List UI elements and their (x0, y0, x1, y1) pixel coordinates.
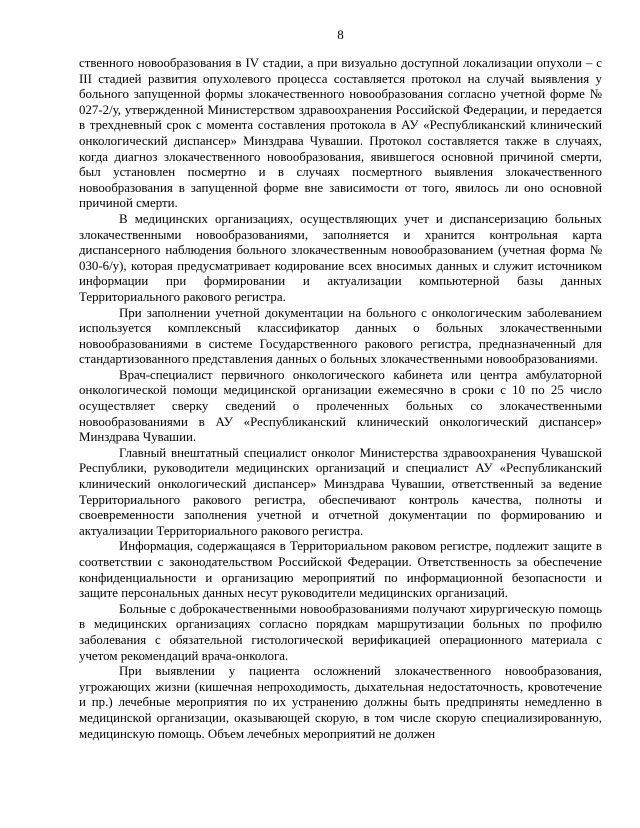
page-number: 8 (337, 27, 344, 42)
paragraph-benign-tumors: Больные с доброкачественными новообразованиями получают хирургическую помощь в медицинских организациях согласно порядкам маршрутизации больных по профилю заболевания с обязательной гистологической верификацией операционного материала с учетом рекомендаций врача-онколога. (79, 601, 602, 663)
paragraph-continuation: ственного новообразования в IV стадии, а при визуально доступной локализации опухоли – с III стадией развития опухолевого процесса составляется протокол на случай выявления у больного запущенной формы злокачественного новообразования согласно учетной форме № 027-2/у, утвержденной Министерством здравоохранения Российской Федерации, и передается в трехдневный срок с момента составления протокола в АУ «Республиканский клинический онкологический диспансер» Минздрава Чувашии. Протокол составляется также в случаях, когда диагноз злокачественного новообразования, явившегося основной причиной смерти, был установлен посмертно и в случаях посмертного выявления злокачественного новообразования в запущенной форме вне зависимости от того, явилось ли оно основной причиной смерти. (79, 56, 602, 211)
paragraph-classifier: При заполнении учетной документации на больного с онкологическим заболеванием используется комплексный классификатор данных о больных злокачественными новообразованиями в системе Государственного ракового регистра, предназначенный для стандартизованного представления данных о больных злокачественными новообразованиями. (79, 305, 602, 367)
paragraph-monthly-reconciliation: Врач-специалист первичного онкологического кабинета или центра амбулаторной онкологической помощи медицинской организации ежемесячно в сроки с 10 по 25 число осуществляет сверку сведений о пролеченных больных со злокачественными новообразованиями в АУ «Республиканский клинический онкологический диспансер» Минздрава Чувашии. (79, 367, 602, 445)
paragraph-data-protection: Информация, содержащаяся в Территориальном раковом регистре, подлежит защите в соответствии с законодательством Российской Федерации. Ответственность за обеспечение конфиденциальности и организацию мероприятий по информационной безопасности и защите персональных данных несут руководители медицинских организаций. (79, 539, 602, 601)
paragraph-complications: При выявлении у пациента осложнений злокачественного новообразования, угрожающих жизни (кишечная непроходимость, дыхательная недостаточность, кровотечение и пр.) лечебные мероприятия по их устранению должны быть предприняты немедленно в медицинской организации, оказывающей скорую, в том числе скорую специализированную, медицинскую помощь. Объем лечебных мероприятий не должен (79, 664, 602, 741)
paragraph-control-card: В медицинских организациях, осуществляющих учет и диспансеризацию больных злокачественными новообразованиями, заполняется и хранится контрольная карта диспансерного наблюдения больного злокачественным новообразованием (учетная форма № 030-6/у), которая предусматривает кодирование всех вносимых данных и служит источником информации при формировании и актуализации компьютерной базы данных Территориального ракового регистра. (79, 211, 602, 304)
paragraph-quality-control: Главный внештатный специалист онколог Министерства здравоохранения Чувашской Республики, руководители медицинских организаций и специалист АУ «Республиканский клинический онкологический диспансер» Минздрава Чувашии, ответственный за ведение Территориального ракового регистра, обеспечивают контроль качества, полноты и своевременности заполнения учетной и отчетной документации по формированию и актуализации Территориального ракового регистра. (79, 445, 602, 538)
